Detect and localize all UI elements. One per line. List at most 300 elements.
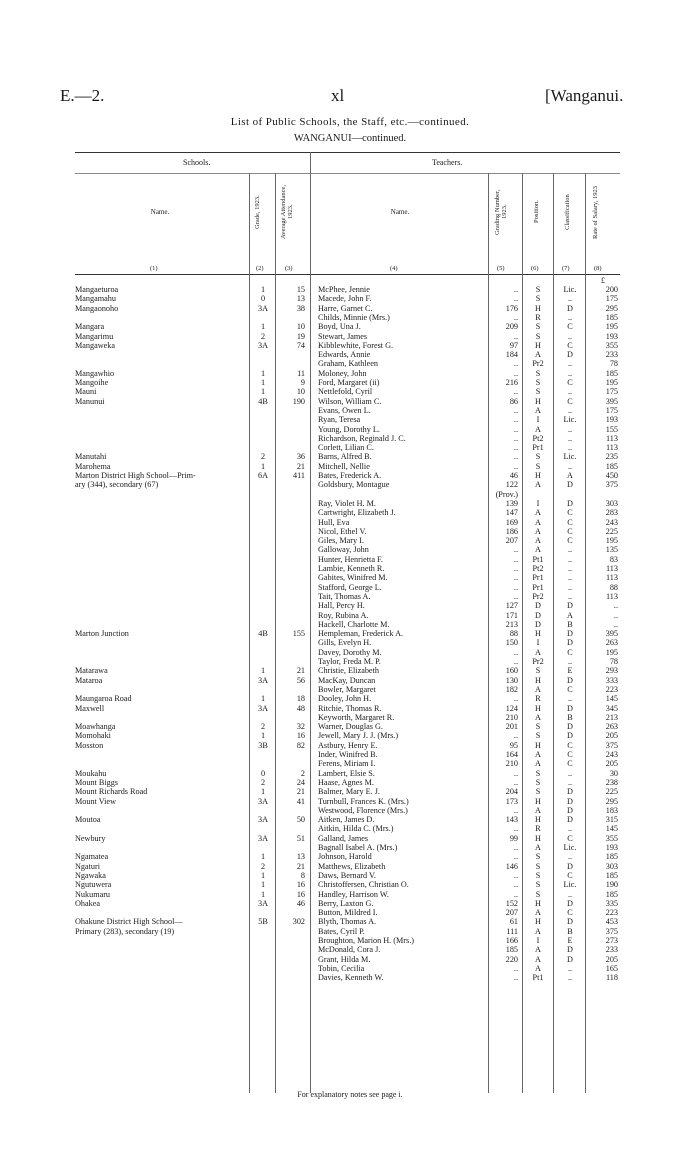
position-cell: S <box>535 722 541 732</box>
grading-cell: 130 <box>505 675 518 685</box>
position-cell: S <box>535 368 541 378</box>
classification-cell: Lic. <box>563 843 577 852</box>
position-cell: A <box>535 405 541 415</box>
salary-cell: 113 <box>606 564 618 573</box>
classification-cell: D <box>567 629 573 639</box>
salary-cell: 185 <box>605 889 618 899</box>
attendance-cell: 19 <box>296 331 305 341</box>
table-row <box>0 508 700 517</box>
position-cell: S <box>535 331 541 341</box>
classification-cell: .. <box>567 591 573 601</box>
attendance-cell: 48 <box>296 703 305 713</box>
col-header-position: Position. <box>533 200 540 224</box>
grading-cell: 216 <box>505 378 518 387</box>
position-cell: A <box>535 536 541 546</box>
attendance-cell: 2 <box>300 768 305 778</box>
classification-cell: D <box>567 954 573 964</box>
table-row <box>0 294 700 303</box>
table-row <box>0 387 700 396</box>
table-row <box>0 601 700 610</box>
grading-cell: .. <box>513 731 518 741</box>
grading-cell: .. <box>513 963 518 973</box>
teacher-name: Corlett, Lilian C. <box>318 443 374 453</box>
salary-cell: 395 <box>605 629 618 639</box>
teacher-name: Ryan, Teresa <box>318 415 361 425</box>
position-cell: A <box>535 908 541 918</box>
grading-cell: .. <box>513 573 518 583</box>
position-cell: H <box>535 303 541 313</box>
position-cell: A <box>535 954 541 964</box>
classification-cell: .. <box>567 387 573 397</box>
grading-cell: .. <box>513 824 518 834</box>
teacher-name: Giles, Mary I. <box>318 536 364 546</box>
teacher-name: Christoffersen, Christian O. <box>318 880 409 890</box>
page-title: List of Public Schools, the Staff, etc.—continued. <box>230 116 470 128</box>
teacher-name: Broughton, Marion H. (Mrs.) <box>318 936 414 945</box>
position-cell: H <box>535 396 541 406</box>
teacher-name: Hull, Eva <box>318 517 350 527</box>
salary-cell: 283 <box>605 508 618 518</box>
grade-cell: 3A <box>257 703 268 713</box>
grading-cell: 88 <box>509 629 518 639</box>
school-name: Moawhanga <box>75 722 116 732</box>
table-row <box>0 657 700 666</box>
school-name: Ohakea <box>75 898 101 908</box>
position-cell: S <box>535 285 541 294</box>
attendance-cell: 50 <box>296 815 305 825</box>
teacher-name: Westwood, Florence (Mrs.) <box>318 805 408 815</box>
grade-cell: 2 <box>260 331 266 341</box>
position-cell: A <box>535 963 541 973</box>
salary-cell: 135 <box>605 545 618 555</box>
teacher-name: Ray, Violet H. M. <box>318 498 376 508</box>
position-cell: A <box>535 350 541 360</box>
grade-cell: 4B <box>258 629 268 639</box>
classification-cell: Lic. <box>563 452 577 462</box>
grade-cell: 1 <box>260 880 266 890</box>
grade-cell: 1 <box>260 387 266 397</box>
position-cell: S <box>535 861 541 871</box>
attendance-cell: 9 <box>300 378 305 387</box>
attendance-cell: 82 <box>296 740 305 750</box>
col-number: (4) <box>390 265 398 272</box>
teacher-name: Evans, Owen L. <box>318 405 371 415</box>
classification-cell: .. <box>567 294 573 304</box>
position-cell: R <box>535 824 541 834</box>
table-row <box>0 927 700 936</box>
grading-cell: .. <box>513 415 518 425</box>
table-row <box>0 313 700 322</box>
school-name: Ngamatea <box>75 852 109 862</box>
position-cell: D <box>535 619 541 629</box>
school-name: Matarawa <box>75 666 108 676</box>
grading-cell: 127 <box>505 601 518 611</box>
school-name: Mangara <box>75 322 105 332</box>
header-bottom-rule <box>75 274 620 275</box>
salary-cell: 263 <box>605 722 618 732</box>
position-cell: S <box>535 852 541 862</box>
table-row <box>0 620 700 629</box>
table-row <box>0 815 700 824</box>
classification-cell: .. <box>567 359 573 369</box>
attendance-cell: 21 <box>296 666 305 676</box>
classification-cell: C <box>567 740 573 750</box>
table-row <box>0 843 700 852</box>
salary-cell: 293 <box>605 666 618 676</box>
position-cell: A <box>535 750 541 759</box>
teacher-name: Childs, Minnie (Mrs.) <box>318 312 390 322</box>
grading-cell: .. <box>513 591 518 601</box>
grade-cell: 3A <box>257 796 268 806</box>
grading-cell: .. <box>513 805 518 815</box>
grading-cell: .. <box>513 657 518 666</box>
col-number: (8) <box>594 265 602 272</box>
grade-cell: 2 <box>260 722 266 732</box>
teacher-name: Nicol, Ethel V. <box>318 526 367 536</box>
table-row <box>0 666 700 675</box>
attendance-cell: 15 <box>296 285 305 294</box>
classification-cell: B <box>567 926 573 936</box>
classification-cell: D <box>567 917 573 927</box>
grading-cell: 139 <box>505 498 518 508</box>
table-row <box>0 852 700 861</box>
grading-cell: 209 <box>505 322 518 332</box>
salary-cell: 155 <box>605 424 618 434</box>
position-cell: S <box>535 731 541 741</box>
position-cell: H <box>535 703 541 713</box>
teacher-name: Aitken, James D. <box>318 815 375 825</box>
grade-cell: 3B <box>258 740 268 750</box>
classification-cell: D <box>567 945 573 955</box>
table-row <box>0 425 700 434</box>
salary-cell: 195 <box>605 647 618 657</box>
school-name: Marton District High School—Prim- <box>75 471 196 480</box>
grade-cell: 1 <box>260 731 266 741</box>
position-cell: H <box>535 898 541 908</box>
salary-cell: 175 <box>605 387 618 397</box>
teacher-name: Bates, Cyril P. <box>318 926 365 936</box>
grading-cell: .. <box>513 452 518 462</box>
position-cell: A <box>535 945 541 955</box>
region-label: [Wanganui. <box>545 86 624 105</box>
position-cell: H <box>535 740 541 750</box>
table-row <box>0 573 700 582</box>
table-row <box>0 518 700 527</box>
position-cell: H <box>535 471 541 480</box>
position-cell: S <box>535 880 541 890</box>
grade-cell: 6A <box>257 471 268 480</box>
classification-cell: .. <box>567 424 573 434</box>
teacher-name: Goldsbury, Montague <box>318 480 390 490</box>
classification-cell: C <box>567 508 573 518</box>
salary-cell: 453 <box>605 917 618 927</box>
position-cell: S <box>535 870 541 880</box>
position-cell: A <box>535 759 541 769</box>
position-cell: Pr1 <box>532 443 544 453</box>
salary-cell: 195 <box>605 536 618 546</box>
teacher-name: Boyd, Una J. <box>318 322 361 332</box>
grading-cell: .. <box>513 694 518 704</box>
grading-cell: 186 <box>505 526 518 536</box>
col-number: (1) <box>150 265 158 272</box>
position-cell: Pr2 <box>532 591 544 601</box>
table-row <box>0 880 700 889</box>
grade-cell: 3A <box>257 340 268 350</box>
table-row <box>0 406 700 415</box>
teacher-name: Ferens, Miriam I. <box>318 759 376 769</box>
grading-cell: 184 <box>505 350 518 360</box>
teacher-name: Warner, Douglas G. <box>318 722 383 732</box>
classification-cell: D <box>567 350 573 360</box>
table-row <box>0 694 700 703</box>
school-name: Mangaeturoa <box>75 285 119 294</box>
salary-cell: 205 <box>605 759 618 769</box>
attendance-cell: 21 <box>296 861 305 871</box>
col-header-classification: Classification <box>564 194 571 230</box>
grading-cell: .. <box>513 285 518 294</box>
school-name: Mount View <box>75 796 116 806</box>
teacher-name: Daws, Bernard V. <box>318 870 376 880</box>
salary-cell: 205 <box>605 731 618 741</box>
grading-cell: .. <box>513 880 518 890</box>
teacher-name: Young, Dorothy L. <box>318 424 380 434</box>
position-cell: A <box>535 712 541 722</box>
grading-cell: 152 <box>505 898 518 908</box>
position-cell: Pt2 <box>532 564 544 573</box>
school-name: Ngutuwera <box>75 880 112 890</box>
grading-cell: 185 <box>505 945 518 955</box>
attendance-cell: 18 <box>296 694 305 704</box>
classification-cell: .. <box>567 582 573 592</box>
table-row <box>0 480 700 489</box>
teacher-name: Harre, Garnet C. <box>318 303 373 313</box>
school-name: Mangawhio <box>75 368 115 378</box>
attendance-cell: 13 <box>296 294 305 304</box>
table-row <box>0 462 700 471</box>
grading-cell: 97 <box>509 340 518 350</box>
position-cell: S <box>535 666 541 676</box>
table-row <box>0 741 700 750</box>
salary-cell: 145 <box>605 824 618 834</box>
salary-cell: 185 <box>605 852 618 862</box>
classification-cell: .. <box>567 554 573 564</box>
classification-cell: C <box>567 517 573 527</box>
salary-cell: 235 <box>605 452 618 462</box>
classification-cell: D <box>567 815 573 825</box>
salary-cell: 165 <box>605 963 618 973</box>
grading-cell: .. <box>513 461 518 471</box>
page-code: E.—2. <box>60 86 105 105</box>
table-row <box>0 824 700 833</box>
salary-cell: 195 <box>605 322 618 332</box>
teacher-name: Bowler, Margaret <box>318 684 376 694</box>
table-row <box>0 778 700 787</box>
school-name: Mount Biggs <box>75 777 118 787</box>
footer-note: For explanatory notes see page i. <box>297 1090 403 1099</box>
grade-cell: 1 <box>260 889 266 899</box>
salary-cell: 225 <box>605 526 618 536</box>
school-name: Moutoa <box>75 815 101 825</box>
teacher-name: Davey, Dorothy M. <box>318 647 382 657</box>
grading-cell: 204 <box>505 787 518 797</box>
table-row <box>0 638 700 647</box>
classification-cell: C <box>567 833 573 843</box>
classification-cell: .. <box>567 312 573 322</box>
classification-cell: .. <box>567 405 573 415</box>
salary-cell: 205 <box>605 954 618 964</box>
grading-cell: 111 <box>506 926 518 936</box>
position-cell: S <box>535 777 541 787</box>
currency-symbol: £ <box>601 276 605 285</box>
group-header-teachers: Teachers. <box>432 158 463 167</box>
salary-cell: 175 <box>605 294 618 304</box>
table-row <box>0 350 700 359</box>
salary-cell: 175 <box>605 405 618 415</box>
salary-cell: 225 <box>605 787 618 797</box>
salary-cell: 183 <box>605 805 618 815</box>
table-row <box>0 806 700 815</box>
teacher-name: Dooley, John H. <box>318 694 372 704</box>
classification-cell: .. <box>567 768 573 778</box>
table-row <box>0 787 700 796</box>
grade-cell: 0 <box>260 294 266 304</box>
grading-cell: .. <box>513 368 518 378</box>
position-cell: S <box>535 768 541 778</box>
grade-cell: 1 <box>260 285 266 294</box>
classification-cell: .. <box>567 824 573 834</box>
teacher-name: Button, Mildred I. <box>318 908 378 918</box>
teacher-name: Haase, Agnes M. <box>318 777 374 787</box>
table-row <box>0 731 700 740</box>
classification-cell: C <box>567 759 573 769</box>
teacher-name: Wilson, William C. <box>318 396 382 406</box>
teacher-name: Davies, Kenneth W. <box>318 973 384 983</box>
classification-cell: .. <box>567 973 573 983</box>
school-name: Manunui <box>75 396 105 406</box>
table-row <box>0 527 700 536</box>
table-row <box>0 545 700 554</box>
grade-cell: 3A <box>257 675 268 685</box>
position-cell: I <box>536 498 540 508</box>
position-cell: Pt2 <box>532 433 544 443</box>
school-name: Nukumaru <box>75 889 111 899</box>
classification-cell: D <box>567 731 573 741</box>
school-name: Ohakune District High School— <box>75 917 183 927</box>
salary-cell: 345 <box>605 703 618 713</box>
classification-cell: C <box>567 536 573 546</box>
school-name: Mount Richards Road <box>75 787 148 797</box>
grade-cell: 1 <box>260 378 266 387</box>
teacher-name: Astbury, Henry E. <box>318 740 378 750</box>
teacher-name: MacKay, Duncan <box>318 675 376 685</box>
salary-cell: 78 <box>609 359 618 369</box>
school-name: Mosston <box>75 740 104 750</box>
attendance-cell: 302 <box>292 917 305 927</box>
grading-cell: 169 <box>505 517 518 527</box>
classification-cell: C <box>567 322 573 332</box>
teacher-name: Mitchell, Nellie <box>318 461 370 471</box>
classification-cell: Lic. <box>563 285 577 294</box>
table-row <box>0 945 700 954</box>
teacher-name: Macede, John F. <box>318 294 372 304</box>
teacher-name: Tobin, Cecilia <box>318 963 365 973</box>
position-cell: I <box>536 415 540 425</box>
salary-cell: 375 <box>605 926 618 936</box>
classification-cell: .. <box>567 433 573 443</box>
salary-cell: 145 <box>605 694 618 704</box>
table-row <box>0 499 700 508</box>
salary-cell: 355 <box>605 833 618 843</box>
table-row <box>0 769 700 778</box>
classification-cell: C <box>567 750 573 759</box>
teacher-name: Galloway, John <box>318 545 369 555</box>
table-row <box>0 964 700 973</box>
position-cell: A <box>535 526 541 536</box>
salary-cell: 223 <box>605 908 618 918</box>
grading-cell: 171 <box>505 610 518 620</box>
classification-cell: Lic. <box>563 880 577 890</box>
grading-cell: .. <box>513 647 518 657</box>
grading-cell: .. <box>513 852 518 862</box>
teacher-name: Johnson, Harold <box>318 852 372 862</box>
position-cell: I <box>536 936 540 945</box>
salary-cell: 233 <box>605 945 618 955</box>
school-name: Primary (283), secondary (19) <box>75 926 175 936</box>
table-row <box>0 917 700 926</box>
teacher-name: Taylor, Freda M. P. <box>318 657 381 666</box>
grading-cell: 86 <box>509 396 518 406</box>
school-name: Mangaweka <box>75 340 116 350</box>
salary-cell: 333 <box>605 675 618 685</box>
classification-cell: .. <box>567 573 573 583</box>
col-header-attendance: Average Attendance, 1923. <box>280 184 294 240</box>
table-row <box>0 341 700 350</box>
grading-cell: .. <box>513 331 518 341</box>
attendance-cell: 24 <box>296 777 305 787</box>
table-row <box>0 759 700 768</box>
position-cell: H <box>535 815 541 825</box>
classification-cell: .. <box>567 461 573 471</box>
page-subtitle: WANGANUI—continued. <box>293 133 407 144</box>
teacher-name: Keyworth, Margaret R. <box>318 712 395 722</box>
teacher-name: Stafford, George L. <box>318 582 382 592</box>
position-cell: H <box>535 796 541 806</box>
salary-cell: 375 <box>605 480 618 490</box>
teacher-name: Richardson, Reginald J. C. <box>318 433 406 443</box>
teacher-name: Bagnall Isabel A. (Mrs.) <box>318 843 398 852</box>
attendance-cell: 21 <box>296 787 305 797</box>
grade-cell: 5B <box>258 917 268 927</box>
teacher-name: Lambert, Elsie S. <box>318 768 375 778</box>
salary-cell: 213 <box>605 712 618 722</box>
classification-cell: .. <box>567 694 573 704</box>
position-cell: A <box>535 545 541 555</box>
position-cell: A <box>535 508 541 518</box>
salary-cell: 355 <box>605 340 618 350</box>
position-cell: A <box>535 424 541 434</box>
table-row <box>0 583 700 592</box>
school-name: Mangamahu <box>75 294 116 304</box>
grade-cell: 3A <box>257 898 268 908</box>
table-row <box>0 322 700 331</box>
teacher-name: Inder, Winifred B. <box>318 750 378 759</box>
classification-cell: D <box>567 601 573 611</box>
teacher-name: Bates, Frederick A. <box>318 471 382 480</box>
table-row <box>0 629 700 638</box>
grading-cell: 99 <box>509 833 518 843</box>
grade-cell: 2 <box>260 452 266 462</box>
col-number: (2) <box>256 265 264 272</box>
